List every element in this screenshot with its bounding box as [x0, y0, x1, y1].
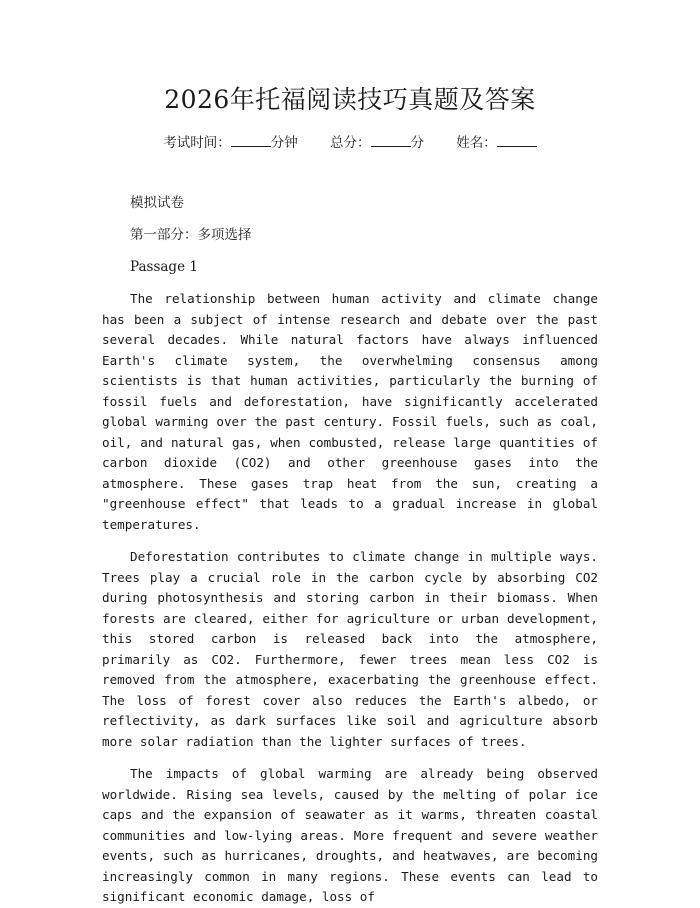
name-blank: [497, 132, 537, 147]
time-blank: [231, 132, 271, 147]
exam-score: [330, 132, 424, 153]
time-unit: 分钟: [270, 135, 298, 151]
exam-time: [163, 132, 298, 153]
exam-name: [456, 132, 537, 153]
passage-paragraph: Deforestation contributes to climate change in multiple ways. Trees play a crucial role in the carbon cycle by absorbing CO2 during photosynthesis and storing carbon in their biomass. When forests are cleared, either for agriculture or urban development, this stored carbon is released back into the atmosphere, primarily as CO2. Furthermore, fewer trees mean less CO2 is removed from the atmosphere, exacerbating the greenhouse effect. The loss of forest cover also reduces the Earth's albedo, or reflectivity, as dark surfaces like soil and agriculture absorb more solar radiation than the lighter surfaces of trees.: [102, 549, 598, 749]
passage-paragraph: The relationship between human activity and climate change has been a subject of intense research and debate over the past several decades. While natural factors have always influenced Earth's climate system, the overwhelming consensus among scientists is that human activities, particularly the burning of fossil fuels and deforestation, have significantly accelerated global warming over the past century. Fossil fuels, such as coal, oil, and natural gas, when combusted, release large quantities of carbon dioxide (CO2) and other greenhouse gases into the atmosphere. These gases trap heat from the sun, creating a "greenhouse effect" that leads to a gradual increase in global temperatures.: [102, 291, 598, 532]
score-label: 总分：: [330, 135, 371, 151]
passage-paragraph: The impacts of global warming are already being observed worldwide. Rising sea levels, caused by the melting of polar ice caps and the expansion of seawater as it warms, threaten coastal communities and low-lying areas. More frequent and severe weather events, such as hurricanes, droughts, and heatwaves, are becoming increasingly common in many regions. These events can lead to significant economic damage, loss of: [102, 766, 598, 904]
name-label: 姓名：: [456, 135, 497, 151]
score-blank: [371, 132, 411, 147]
score-unit: 分: [410, 135, 424, 151]
part-label: 第一部分：多项选择: [130, 227, 252, 243]
document-title: 2026年托福阅读技巧真题及答案: [164, 85, 536, 114]
passage-label: Passage 1: [130, 259, 198, 275]
exam-meta: [102, 132, 598, 153]
time-label: 考试时间：: [163, 135, 231, 151]
section-label: 模拟试卷: [130, 195, 184, 211]
